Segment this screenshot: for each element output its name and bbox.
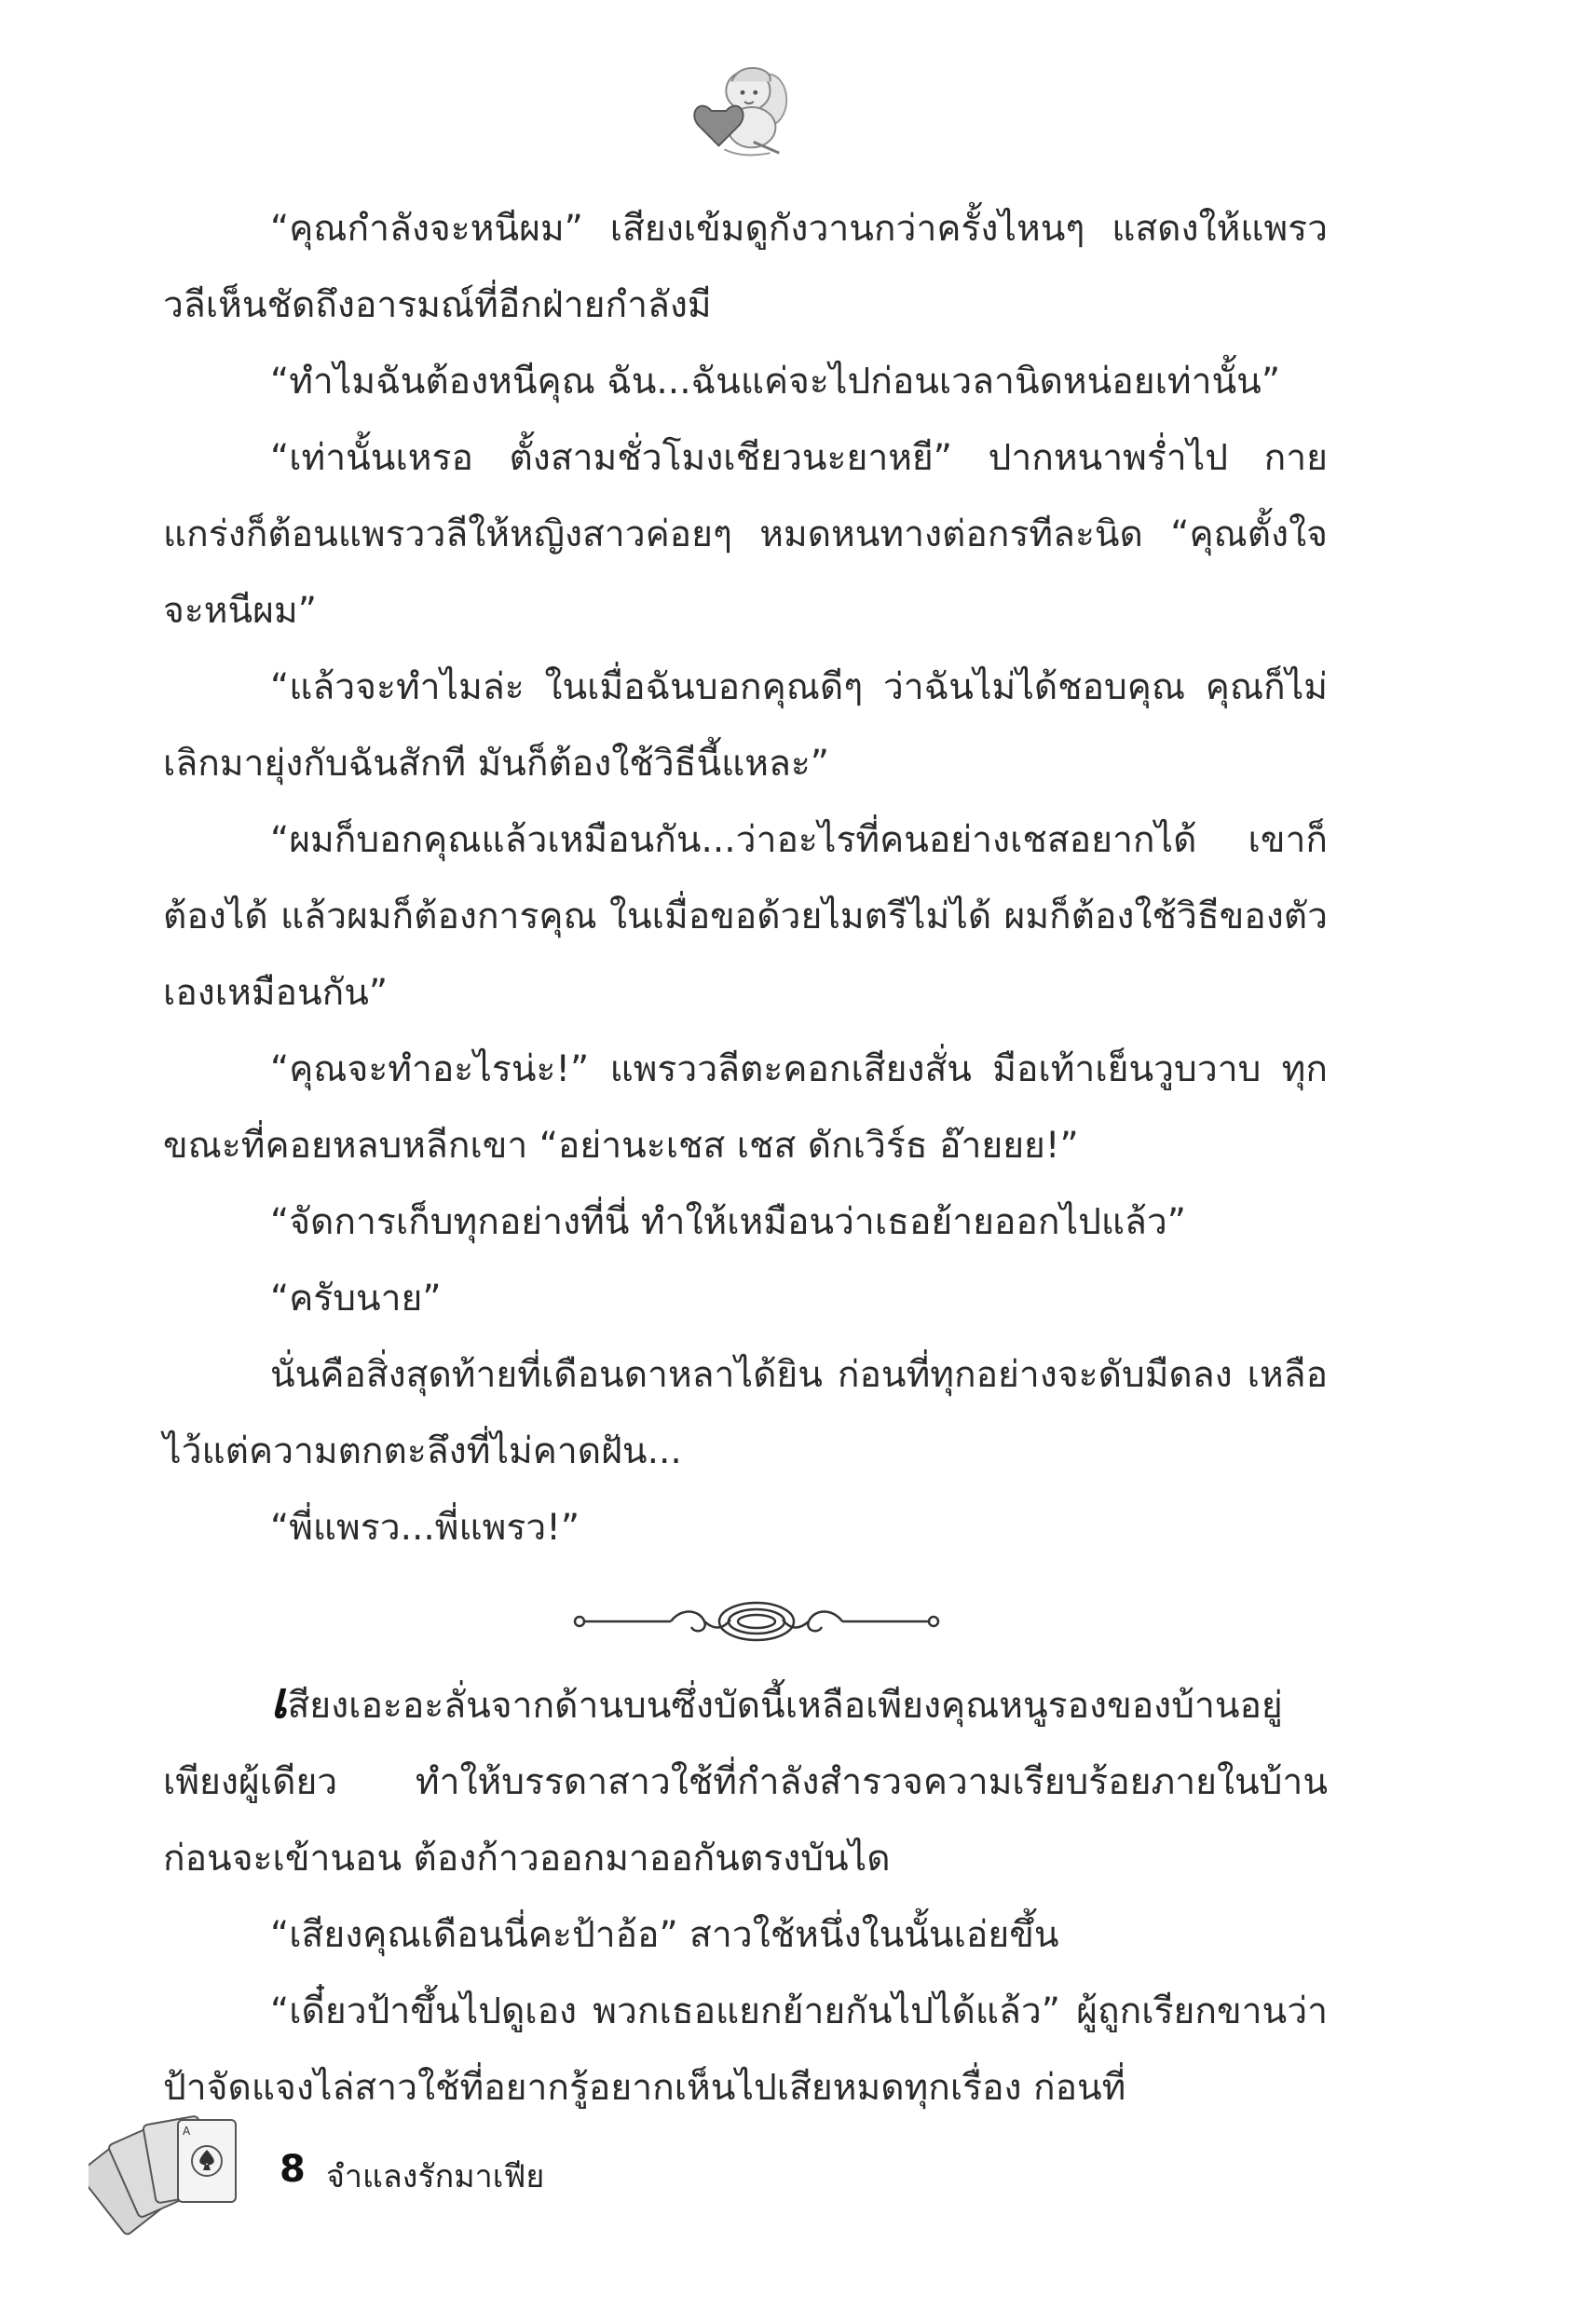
section-one	[163, 191, 1328, 1566]
paragraph-7: “จัดการเก็บทุกอย่างที่นี่ ทำให้เหมือนว่าเธอย้ายออกไปแล้ว”	[270, 1201, 1186, 1243]
paragraph-12: “เดี๋ยวป้าขึ้นไปดูเอง พวกเธอแยกย้ายกันไปได้แล้ว” ผู้ถูกเรียกขานว่าป้าจัดแจงไล่สาวใช้ที่อยากรู้อยากเห็นไปเสียหมดทุกเรื่อง ก่อนที่	[163, 1990, 1328, 2109]
paragraph-9: นั่นคือสิ่งสุดท้ายที่เดือนดาหลาได้ยิน ก่อนที่ทุกอย่างจะดับมืดลง เหลือไว้แต่ความตกตะลึงที่ไม่คาดฝัน...	[163, 1354, 1328, 1472]
paragraph-3: “เท่านั้นเหรอ ตั้งสามชั่วโมงเชียวนะยาหยี” ปากหนาพร่ำไป กายแกร่งก็ต้อนแพรววลีให้หญิงสาวค่อยๆ หมดหนทางต่อกรทีละนิด “คุณตั้งใจจะหนีผม”	[163, 437, 1328, 632]
svg-text:A: A	[183, 2125, 191, 2138]
book-title: จำแลงรักมาเฟีย	[326, 2158, 545, 2195]
paragraph-11: “เสียงคุณเดือนนี่คะป้าอ้อ” สาวใช้หนึ่งในนั้นเอ่ยขึ้น	[270, 1914, 1059, 1956]
paragraph-5: “ผมก็บอกคุณแล้วเหมือนกัน...ว่าอะไรที่คนอย่างเชสอยากได้ เขาก็ต้องได้ แล้วผมก็ต้องการคุณ ในเมื่อขอด้วยไมตรีไม่ได้ ผมก็ต้องใช้วิธีของตัวเองเหมือนกัน”	[163, 819, 1328, 1014]
page-footer	[89, 2111, 741, 2260]
paragraph-6: “คุณจะทำอะไรน่ะ!” แพรววลีตะคอกเสียงสั่น มือเท้าเย็นวูบวาบ ทุกขณะที่คอยหลบหลีกเขา “อย่านะเชส เชส ดักเวิร์ธ อ๊ายยย!”	[163, 1048, 1328, 1167]
paragraph-4: “แล้วจะทำไมล่ะ ในเมื่อฉันบอกคุณดีๆ ว่าฉันไม่ได้ชอบคุณ คุณก็ไม่เลิกมายุ่งกับฉันสักที มันก็ต้องใช้วิธีนี้แหละ”	[163, 666, 1328, 785]
paragraph-10: “พี่แพรว...พี่แพรว!”	[270, 1507, 580, 1549]
paragraph-8: “ครับนาย”	[270, 1278, 442, 1320]
section-two	[163, 1668, 1328, 2126]
drop-cap-letter: เ	[270, 1670, 288, 1730]
playing-cards-icon	[89, 2111, 275, 2241]
cherub-holding-heart-icon	[688, 54, 798, 164]
flourish-divider-icon	[570, 1593, 943, 1649]
paragraph-dropcap	[163, 1668, 1328, 1897]
paragraph-2: “ทำไมฉันต้องหนีคุณ ฉัน...ฉันแค่จะไปก่อนเวลานิดหน่อยเท่านั้น”	[270, 361, 1281, 403]
page-number: 8	[280, 2148, 306, 2191]
paragraph-1: “คุณกำลังจะหนีผม” เสียงเข้มดูกังวานกว่าครั้งไหนๆ แสดงให้แพรววลีเห็นชัดถึงอารมณ์ที่อีกฝ่ายกำลังมี	[163, 208, 1328, 326]
dropcap-paragraph-text: สียงเอะอะลั่นจากด้านบนซึ่งบัดนี้เหลือเพียงคุณหนูรองของบ้านอยู่เพียงผู้เดียว ทำให้บรรดาสาวใช้ที่กำลังสำรวจความเรียบร้อยภายในบ้านก่อนจะเข้านอน ต้องก้าวออกมาออกันตรงบันได	[163, 1685, 1328, 1880]
